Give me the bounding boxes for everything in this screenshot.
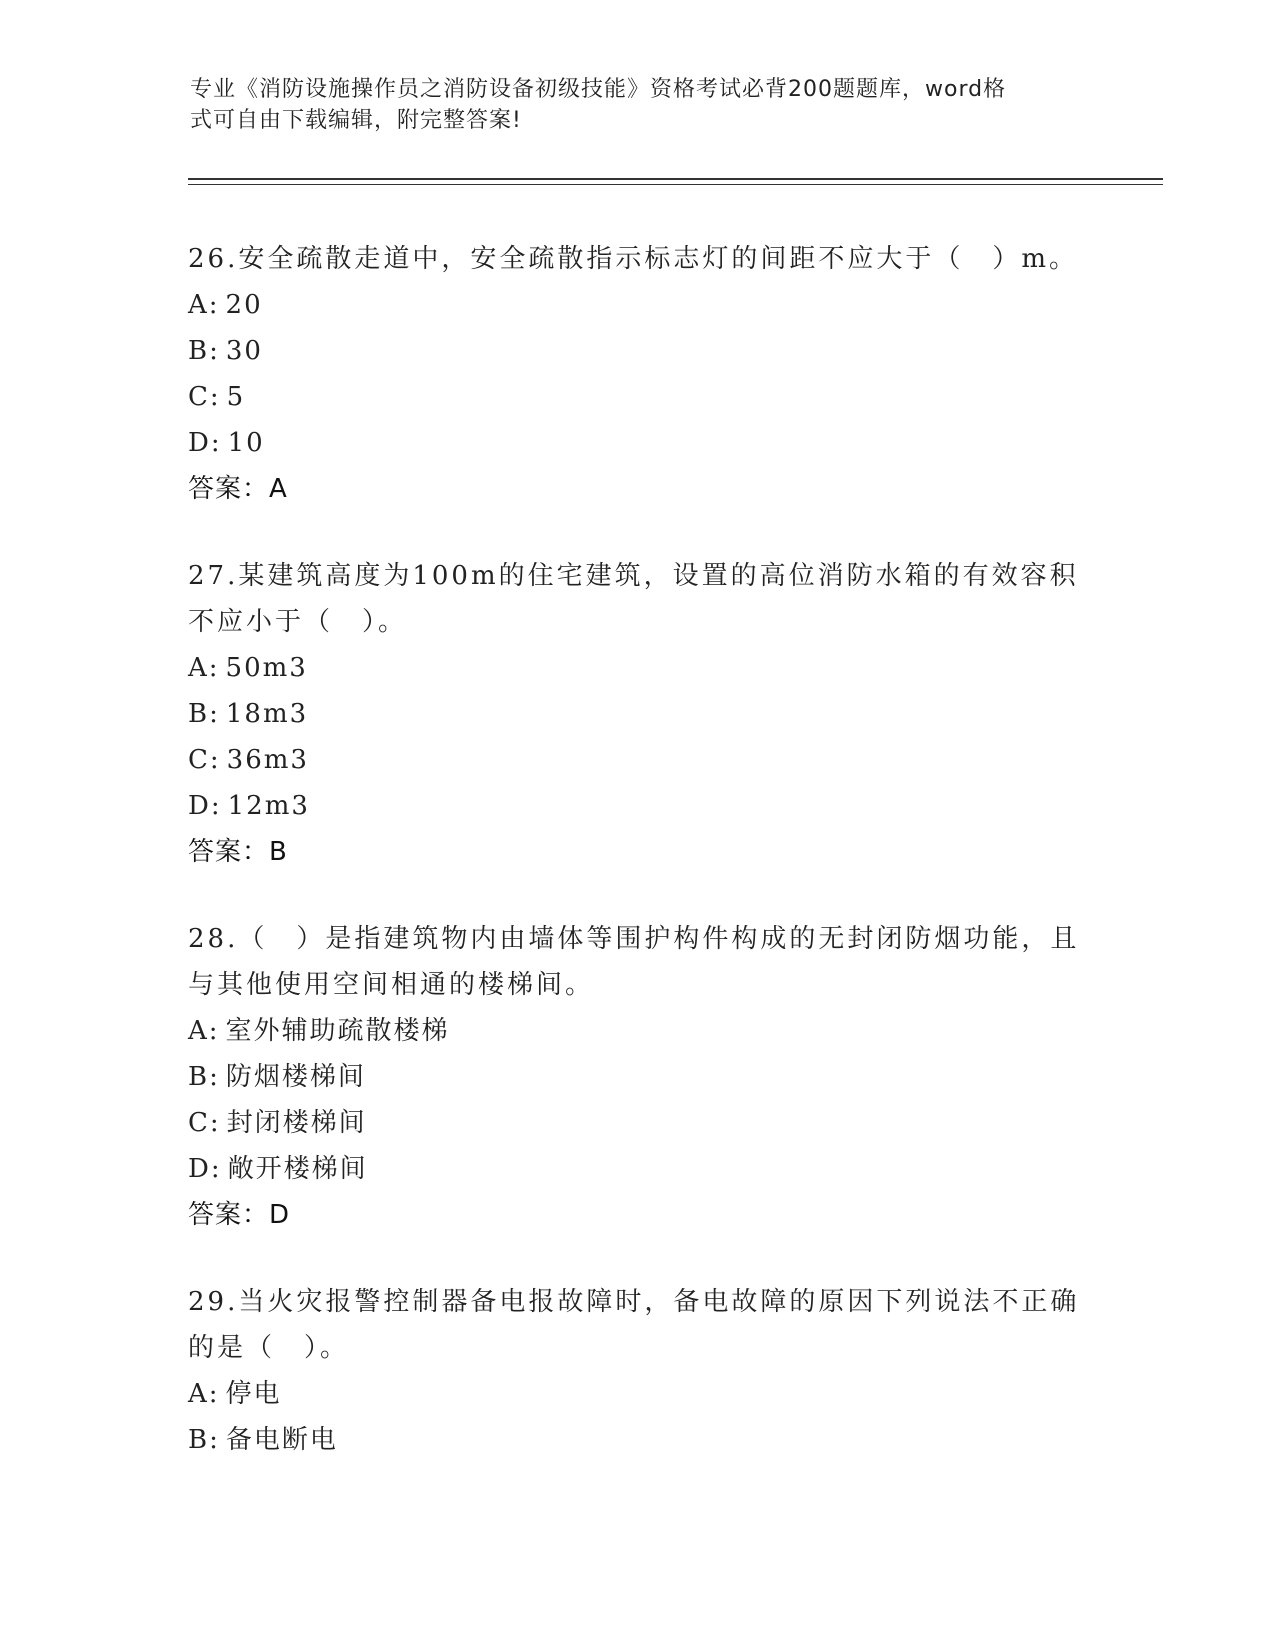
option-b <box>188 328 1088 374</box>
option-label: C: <box>188 382 221 412</box>
header-rule-thick <box>188 178 1163 180</box>
option-label: B: <box>188 336 220 366</box>
option-b <box>188 1054 1088 1100</box>
header-line-2: 式可自由下载编辑，附完整答案! <box>190 108 522 133</box>
option-c <box>188 374 1088 420</box>
header-line-1: 专业《消防设施操作员之消防设备初级技能》资格考试必背200题题库，word格 <box>190 77 1007 102</box>
option-text: 敞开楼梯间 <box>227 1154 368 1184</box>
option-a <box>188 1008 1088 1054</box>
option-label: D: <box>188 428 222 458</box>
option-d <box>188 783 1088 829</box>
option-text: 10 <box>227 428 265 458</box>
question-29 <box>188 1279 1088 1463</box>
option-text: 备电断电 <box>225 1425 338 1455</box>
question-stem: 26.安全疏散走道中，安全疏散指示标志灯的间距不应大于（ ）m。 <box>188 244 1079 274</box>
option-b <box>188 1417 1088 1463</box>
question-stem: 29.当火灾报警控制器备电报故障时，备电故障的原因下列说法不正确 <box>188 1287 1080 1317</box>
option-label: A: <box>188 1379 220 1409</box>
option-label: B: <box>188 1425 220 1455</box>
option-label: B: <box>188 1062 220 1092</box>
option-text: 停电 <box>225 1379 282 1409</box>
option-b <box>188 691 1088 737</box>
option-text: 30 <box>225 336 263 366</box>
question-stem: 28.（ ）是指建筑物内由墙体等围护构件构成的无封闭防烟功能，且 <box>188 924 1080 954</box>
option-text: 5 <box>226 382 246 412</box>
option-text: 20 <box>225 290 263 320</box>
option-a <box>188 645 1088 691</box>
document-header <box>190 74 1090 136</box>
option-label: A: <box>188 290 220 320</box>
question-list <box>188 236 1088 1504</box>
option-d <box>188 420 1088 466</box>
option-text: 12m3 <box>227 791 310 821</box>
option-label: D: <box>188 791 222 821</box>
option-label: A: <box>188 1016 220 1046</box>
question-stem-continued: 与其他使用空间相通的楼梯间。 <box>188 970 595 1000</box>
option-label: B: <box>188 699 220 729</box>
answer-line: 答案：B <box>188 837 288 867</box>
option-c <box>188 737 1088 783</box>
question-26 <box>188 236 1088 512</box>
question-28 <box>188 916 1088 1238</box>
option-text: 封闭楼梯间 <box>226 1108 367 1138</box>
option-label: C: <box>188 1108 221 1138</box>
option-label: D: <box>188 1154 222 1184</box>
option-label: A: <box>188 653 220 683</box>
question-stem-continued: 不应小于（ ）。 <box>188 607 408 637</box>
option-text: 18m3 <box>225 699 309 729</box>
option-a <box>188 1371 1088 1417</box>
option-text: 室外辅助疏散楼梯 <box>225 1016 450 1046</box>
question-stem-continued: 的是（ ）。 <box>188 1333 350 1363</box>
option-d <box>188 1146 1088 1192</box>
option-text: 防烟楼梯间 <box>225 1062 366 1092</box>
option-a <box>188 282 1088 328</box>
answer-line: 答案：A <box>188 474 288 504</box>
answer-line: 答案：D <box>188 1200 291 1230</box>
question-27 <box>188 553 1088 875</box>
option-text: 36m3 <box>226 745 309 775</box>
option-c <box>188 1100 1088 1146</box>
header-rule-thin <box>188 184 1163 185</box>
option-label: C: <box>188 745 221 775</box>
question-stem: 27.某建筑高度为100m的住宅建筑，设置的高位消防水箱的有效容积 <box>188 561 1079 591</box>
option-text: 50m3 <box>225 653 308 683</box>
